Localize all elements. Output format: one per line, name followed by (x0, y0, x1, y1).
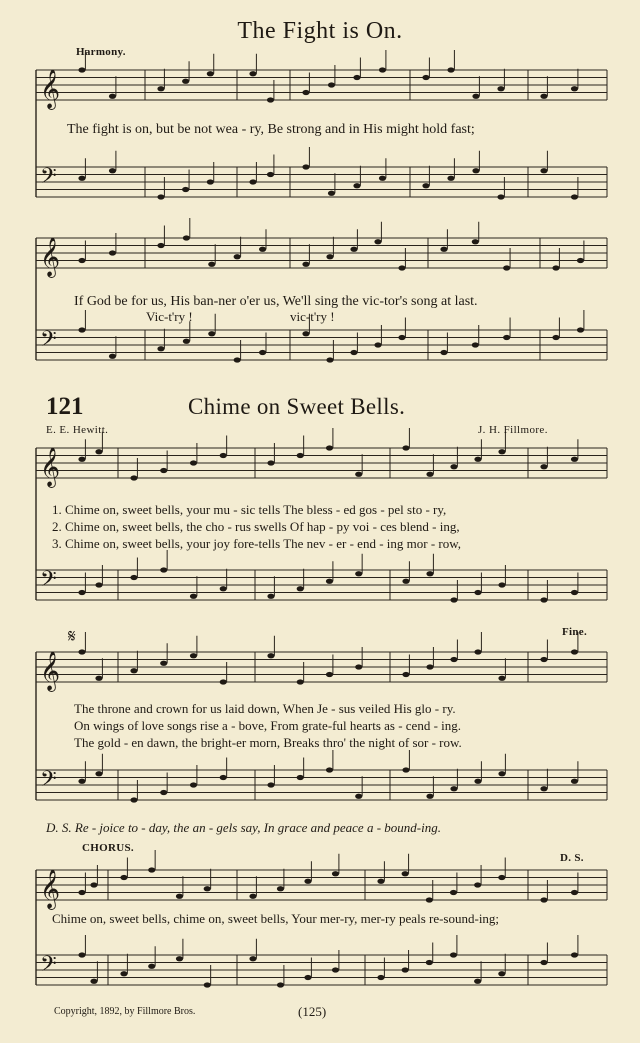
note-head (472, 168, 479, 173)
note-head (267, 653, 274, 658)
verse-line: 1. Chime on, sweet bells, your mu - sic tells The bless - ed gos - pel sto - ry, (52, 502, 447, 517)
note-head (130, 475, 137, 480)
note-head (474, 649, 481, 654)
note-head (374, 342, 381, 347)
note-head (304, 975, 311, 980)
note-head (355, 571, 362, 576)
note-head (90, 882, 97, 887)
note-head (474, 779, 481, 784)
note-head (497, 86, 504, 91)
note-head (78, 176, 85, 181)
note-head (540, 786, 547, 791)
note-head (571, 86, 578, 91)
note-head (402, 579, 409, 584)
note-head (182, 79, 189, 84)
note-head (120, 875, 127, 880)
note-head (109, 94, 116, 99)
note-head (277, 886, 284, 891)
note-head (277, 982, 284, 987)
staff (36, 750, 607, 803)
note-head (120, 971, 127, 976)
note-head (498, 771, 505, 776)
note-head (440, 247, 447, 252)
note-head (552, 265, 559, 270)
note-head (426, 794, 433, 799)
note-head (326, 579, 333, 584)
treble-clef-icon: 𝄞 (40, 237, 61, 277)
note-head (450, 890, 457, 895)
note-head (160, 661, 167, 666)
note-head (498, 582, 505, 587)
note-head (402, 967, 409, 972)
note-head (498, 875, 505, 880)
hymn-title: Chime on Sweet Bells. (188, 394, 406, 419)
note-head (297, 679, 304, 684)
bass-clef-icon: 𝄢 (40, 952, 57, 982)
note-head (78, 258, 85, 263)
note-head (249, 179, 256, 184)
note-head (130, 668, 137, 673)
note-head (426, 571, 433, 576)
note-head (78, 890, 85, 895)
note-head (328, 82, 335, 87)
note-head (267, 97, 274, 102)
note-head (540, 657, 547, 662)
note-head (130, 575, 137, 580)
note-head (540, 897, 547, 902)
note-head (157, 346, 164, 351)
staff (36, 632, 607, 692)
part-label: Harmony. (76, 46, 126, 58)
note-head (450, 952, 457, 957)
note-head (190, 460, 197, 465)
note-head (207, 179, 214, 184)
treble-clef-icon: 𝄞 (40, 447, 61, 487)
note-head (302, 90, 309, 95)
note-head (474, 457, 481, 462)
lyric-echo: vic-t'ry ! (290, 309, 335, 324)
note-head (109, 250, 116, 255)
note-head (402, 871, 409, 876)
note-head (78, 67, 85, 72)
note-head (571, 457, 578, 462)
note-head (157, 86, 164, 91)
note-head (160, 567, 167, 572)
fine-mark: Fine. (562, 626, 588, 638)
note-head (208, 262, 215, 267)
note-head (328, 191, 335, 196)
note-head (95, 582, 102, 587)
note-head (302, 164, 309, 169)
note-head (249, 894, 256, 899)
staff (36, 428, 607, 488)
bass-clef-icon: 𝄢 (40, 327, 57, 357)
note-head (249, 71, 256, 76)
note-head (95, 771, 102, 776)
note-head (302, 331, 309, 336)
note-head (540, 168, 547, 173)
note-head (220, 586, 227, 591)
note-head (160, 790, 167, 795)
note-head (540, 94, 547, 99)
note-head (267, 172, 274, 177)
note-head (474, 979, 481, 984)
note-head (78, 590, 85, 595)
note-head (402, 445, 409, 450)
note-head (130, 797, 137, 802)
note-head (540, 960, 547, 965)
note-head (220, 453, 227, 458)
note-head (402, 767, 409, 772)
segno-mark: 𝄋 (68, 626, 76, 646)
note-head (78, 649, 85, 654)
note-head (204, 982, 211, 987)
note-head (109, 168, 116, 173)
author: E. E. Hewitt. (46, 424, 109, 436)
staff (36, 850, 607, 910)
note-head (422, 183, 429, 188)
note-head (398, 335, 405, 340)
bass-clef-icon: 𝄢 (40, 567, 57, 597)
note-head (326, 672, 333, 677)
note-head (78, 952, 85, 957)
note-head (422, 75, 429, 80)
note-head (297, 586, 304, 591)
note-head (398, 265, 405, 270)
bass-clef-icon: 𝄢 (40, 767, 57, 797)
note-head (474, 882, 481, 887)
note-head (109, 354, 116, 359)
note-head (148, 964, 155, 969)
ds-mark: D. S. (560, 852, 584, 864)
note-head (259, 350, 266, 355)
note-head (497, 194, 504, 199)
note-head (402, 672, 409, 677)
note-head (183, 235, 190, 240)
note-head (176, 956, 183, 961)
note-head (267, 782, 274, 787)
note-head (157, 243, 164, 248)
note-head (249, 956, 256, 961)
staff (36, 218, 607, 278)
note-head (377, 975, 384, 980)
note-head (259, 247, 266, 252)
note-head (350, 247, 357, 252)
note-head (571, 890, 578, 895)
lyric-echo: Vic-t'ry ! (146, 309, 193, 324)
note-head (326, 254, 333, 259)
note-head (267, 594, 274, 599)
hymn-title: The Fight is On. (237, 18, 403, 44)
note-head (571, 194, 578, 199)
note-head (190, 782, 197, 787)
treble-clef-icon: 𝄞 (40, 69, 61, 109)
note-head (426, 472, 433, 477)
note-head (234, 357, 241, 362)
note-head (355, 664, 362, 669)
note-head (350, 350, 357, 355)
note-head (148, 867, 155, 872)
lyric-line: If God be for us, His ban-ner o'er us, We'll sing the vic-tor's song at last. (74, 294, 478, 309)
treble-clef-icon: 𝄞 (40, 651, 61, 691)
treble-clef-icon: 𝄞 (40, 869, 61, 909)
verse-line: The gold - en dawn, the bright-er morn, Breaks thro' the night of sor - row. (74, 735, 462, 750)
note-head (450, 657, 457, 662)
note-head (208, 331, 215, 336)
note-head (95, 676, 102, 681)
hymn-number: 121 (46, 393, 84, 420)
note-head (332, 871, 339, 876)
note-head (332, 967, 339, 972)
note-head (503, 265, 510, 270)
note-head (374, 239, 381, 244)
note-head (450, 597, 457, 602)
note-head (474, 590, 481, 595)
staff (36, 550, 607, 603)
note-head (160, 468, 167, 473)
note-head (426, 960, 433, 965)
note-head (379, 67, 386, 72)
note-head (472, 94, 479, 99)
note-head (355, 472, 362, 477)
staff (36, 147, 607, 200)
chorus-line: Chime on, sweet bells, chime on, sweet bells, Your mer-ry, mer-ry peals re-sound-ing; (52, 911, 500, 926)
note-head (498, 449, 505, 454)
note-head (190, 594, 197, 599)
note-head (267, 460, 274, 465)
verse-line: The throne and crown for us laid down, When Je - sus veiled His glo - ry. (74, 701, 456, 716)
note-head (207, 71, 214, 76)
staff (36, 935, 607, 988)
note-head (95, 449, 102, 454)
note-head (182, 187, 189, 192)
composer: J. H. Fillmore. (478, 424, 548, 436)
note-head (220, 775, 227, 780)
note-head (440, 350, 447, 355)
note-head (90, 979, 97, 984)
note-head (204, 886, 211, 891)
note-head (297, 775, 304, 780)
note-head (302, 262, 309, 267)
note-head (503, 335, 510, 340)
chorus-label: CHORUS. (82, 842, 134, 854)
page-number: (125) (298, 1004, 327, 1019)
staff (36, 50, 607, 110)
note-head (353, 183, 360, 188)
note-head (498, 676, 505, 681)
note-head (540, 464, 547, 469)
note-head (220, 679, 227, 684)
note-head (571, 649, 578, 654)
note-head (190, 653, 197, 658)
note-head (498, 971, 505, 976)
note-head (426, 897, 433, 902)
lyric-line: The fight is on, but be not wea - ry, Be strong and in His might hold fast; (67, 122, 475, 137)
note-head (157, 194, 164, 199)
verse-line: On wings of love songs rise a - bove, From grate-ful hearts as - cend - ing. (74, 718, 462, 733)
note-head (78, 327, 85, 332)
verse-line: 2. Chime on, sweet bells, the cho - rus swells Of hap - py voi - ces blend - ing, (52, 519, 460, 534)
note-head (472, 239, 479, 244)
note-head (472, 342, 479, 347)
note-head (426, 664, 433, 669)
note-head (297, 453, 304, 458)
note-head (447, 176, 454, 181)
note-head (377, 879, 384, 884)
note-head (577, 327, 584, 332)
note-head (78, 457, 85, 462)
verse-line: 3. Chime on, sweet bells, your joy fore-tells The nev - er - end - ing mor - row, (52, 536, 462, 551)
note-head (183, 339, 190, 344)
note-head (447, 67, 454, 72)
note-head (234, 254, 241, 259)
note-head (571, 590, 578, 595)
note-head (577, 258, 584, 263)
note-head (571, 952, 578, 957)
note-head (326, 357, 333, 362)
copyright: Copyright, 1892, by Fillmore Bros. (54, 1006, 196, 1017)
note-head (353, 75, 360, 80)
note-head (176, 894, 183, 899)
bass-clef-icon: 𝄢 (40, 164, 57, 194)
ds-line: D. S. Re - joice to - day, the an - gels say, In grace and peace a - bound-ing. (46, 820, 441, 835)
note-head (379, 176, 386, 181)
note-head (326, 767, 333, 772)
note-head (450, 786, 457, 791)
note-head (540, 597, 547, 602)
note-head (571, 779, 578, 784)
note-head (552, 335, 559, 340)
note-head (304, 879, 311, 884)
note-head (326, 445, 333, 450)
note-head (78, 779, 85, 784)
note-head (355, 794, 362, 799)
note-head (450, 464, 457, 469)
